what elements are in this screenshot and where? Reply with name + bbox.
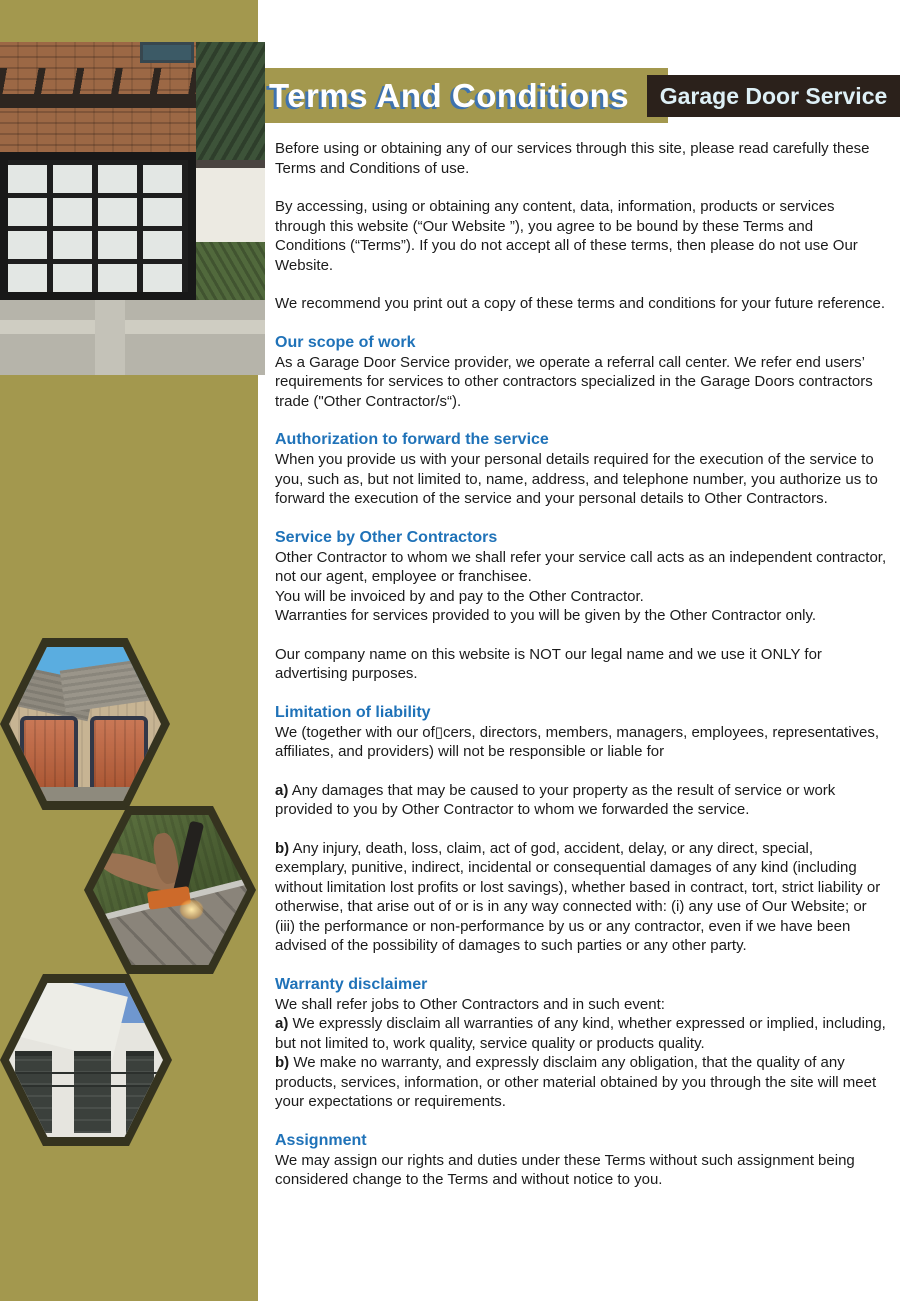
glass-garage-door-frame xyxy=(0,152,196,300)
warranty-item-a xyxy=(275,1014,887,1053)
pergola-rafters xyxy=(0,68,228,96)
limitation-item-a xyxy=(275,781,887,820)
service-lines xyxy=(275,548,887,626)
roof-technician-photo xyxy=(93,815,247,965)
item-a-text: We expressly disclaim all warranties of any kind, whether expressed or implied, including, but not limited to, work quality, service quality or products quality. xyxy=(275,1015,886,1052)
assignment-body: We may assign our rights and duties under these Terms without such assignment being considered change to the Terms and without notice to you. xyxy=(275,1151,855,1188)
item-b-label: b) xyxy=(275,1054,290,1071)
neighbor-roofline xyxy=(196,160,265,168)
item-a-text: Any damages that may be caused to your property as the result of service or work provided to you by Other Contractor to whom we forwarded the service. xyxy=(275,781,836,818)
intro-paragraph-2: By accessing, using or obtaining any content, data, information, products or services through this website (“Our Website ”), you agree to be bound by these Terms and Conditions (“Terms”). If you do not accept all of these terms, then please do not use Our Website. xyxy=(275,198,858,274)
section-heading-assignment: Assignment xyxy=(275,1131,367,1149)
shrubs xyxy=(196,242,265,300)
section-heading-authorization: Authorization to forward the service xyxy=(275,431,549,448)
railing-bottom xyxy=(9,1085,163,1087)
scope-body: As a Garage Door Service provider, we operate a referral call center. We refer end users’ requirements for services to other contractors specialized in the Garage Doors contractors trade ("Other Contractor/s“). xyxy=(275,353,873,410)
section-heading-service: Service by Other Contractors xyxy=(275,528,498,546)
service-badge xyxy=(647,75,900,117)
service-note: Our company name on this website is NOT our legal name and we use it ONLY for advertising purposes. xyxy=(275,645,822,682)
sparks xyxy=(179,899,204,920)
driveway-strip xyxy=(95,300,125,375)
loading-dock-photo xyxy=(9,983,163,1137)
upper-window xyxy=(140,42,194,63)
item-b-text: We make no warranty, and expressly disclaim any obligation, that the quality of any products, services, information, or other material obtained by you through the site will meet your expectations or requirements. xyxy=(275,1054,877,1110)
limitation-body: We (together with our of▯cers, directors, members, managers, employees, representatives, affiliates, and providers) will not be responsible or liable for xyxy=(275,723,880,760)
glass-garage-door-panels xyxy=(8,160,188,292)
neighbor-wall xyxy=(196,168,265,244)
section-heading-warranty: Warranty disclaimer xyxy=(275,975,428,993)
service-line-1: Other Contractor to whom we shall refer your service call acts as an independent contractor, not our agent, employee or franchisee. xyxy=(275,548,887,585)
limitation-item-b xyxy=(275,839,887,956)
service-line-2: You will be invoiced by and pay to the Other Contractor. xyxy=(275,587,644,605)
driveway xyxy=(0,300,265,375)
service-badge-label: Garage Door Service xyxy=(659,82,888,109)
section-heading-limitation: Limitation of liability xyxy=(275,703,431,721)
warranty-item-b xyxy=(275,1053,887,1112)
section-heading-scope: Our scope of work xyxy=(275,333,416,351)
warranty-intro: We shall refer jobs to Other Contractors and in such event: xyxy=(275,995,665,1013)
item-a-label: a) xyxy=(275,781,289,799)
photo-right-scene xyxy=(196,42,265,300)
driveway-band xyxy=(0,320,265,334)
garage-door-house-photo xyxy=(0,42,265,375)
dock-door-2 xyxy=(74,1051,111,1133)
service-line-3: Warranties for services provided to you will be given by the Other Contractor only. xyxy=(275,607,817,624)
item-b-text: Any injury, death, loss, claim, act of god, accident, delay, or any direct, special, exemplary, punitive, indirect, incidental or consequential damages of any kind (including without limitation lost profits or lost savings), whether based in contract, tort, strict liability or otherwise, that arise out of or is in any way connected with: (i) any use of Our Website; or (iii) the performance or non-performance by us or any contractor, even if we have been advised of the possibility of damages to such parties or any other party. xyxy=(275,839,881,954)
railing-top xyxy=(9,1072,163,1074)
item-a-label: a) xyxy=(275,1015,289,1032)
orange-door-right xyxy=(90,716,148,798)
tree xyxy=(196,42,265,162)
page-title: Terms And Conditions xyxy=(269,76,630,114)
authorization-body: When you provide us with your personal details required for the execution of the service to you, such as, but not limited to, name, address, and telephone number, you authorize us to forward the execution of the service and your personal details to Other Contractors. xyxy=(275,451,878,507)
warranty-lines xyxy=(275,995,887,1112)
item-b-label: b) xyxy=(275,839,290,857)
terms-content xyxy=(275,139,887,1209)
intro-paragraph-3: We recommend you print out a copy of these terms and conditions for your future reference. xyxy=(275,295,886,312)
pergola-beam xyxy=(0,94,228,108)
intro-paragraph-1: Before using or obtaining any of our services through this site, please read carefully these Terms and Conditions of use. xyxy=(275,140,870,177)
orange-garage-doors-photo xyxy=(9,647,161,801)
title-banner xyxy=(265,68,668,123)
